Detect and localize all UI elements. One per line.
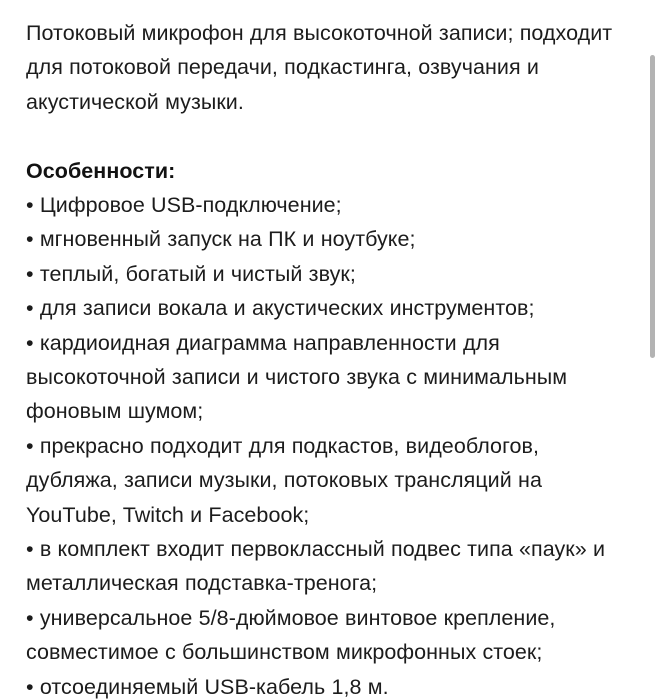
list-item-label: универсальное 5/8-дюймовое винтовое крепление, совместимое с большинством микрофонных стоек; [26, 605, 556, 665]
list-item-label: теплый, богатый и чистый звук; [39, 261, 356, 286]
bullet-icon: • [26, 261, 34, 286]
list-item-label: отсоединяемый USB-кабель 1,8 м. [39, 674, 389, 699]
bullet-icon: • [26, 296, 34, 321]
list-item [26, 532, 626, 601]
bullet-icon: • [26, 193, 34, 218]
bullet-icon: • [26, 227, 34, 252]
list-item-label: Цифровое USB-подключение; [39, 193, 342, 218]
list-item [26, 601, 626, 670]
list-item-label: в комплект входит первоклассный подвес типа «паук» и металлическая подставка-тренога; [26, 537, 606, 596]
list-item-label: для записи вокала и акустических инструментов; [39, 296, 535, 321]
bullet-icon: • [26, 605, 34, 630]
list-item-label: прекрасно подходит для подкастов, видеоблогов, дубляжа, записи музыки, потоковых трансляций на YouTube, Twitch и Facebook; [26, 433, 542, 527]
list-item [26, 429, 626, 532]
features-list [26, 188, 626, 699]
bullet-icon: • [26, 433, 34, 458]
bullet-icon: • [26, 537, 34, 562]
list-item-label: кардиоидная диаграмма направленности для высокоточной записи и чистого звука с минимальным фоновым шумом; [26, 330, 568, 424]
list-item [26, 326, 626, 429]
list-item [26, 257, 626, 291]
bullet-icon: • [26, 330, 34, 355]
intro-paragraph: Потоковый микрофон для высокоточной записи; подходит для потоковой передачи, подкастинга, озвучания и акустической музыки. [26, 21, 613, 114]
description-text-block [26, 16, 626, 699]
list-item-label: мгновенный запуск на ПК и ноутбуке; [39, 227, 416, 252]
paragraph-spacer [26, 119, 626, 153]
features-heading: Особенности: [26, 158, 176, 183]
list-item [26, 670, 626, 699]
vertical-scrollbar-thumb[interactable] [650, 55, 655, 358]
bullet-icon: • [26, 674, 34, 699]
list-item [26, 222, 626, 256]
list-item [26, 291, 626, 325]
vertical-scrollbar-track[interactable] [655, 0, 662, 699]
list-item [26, 188, 626, 222]
